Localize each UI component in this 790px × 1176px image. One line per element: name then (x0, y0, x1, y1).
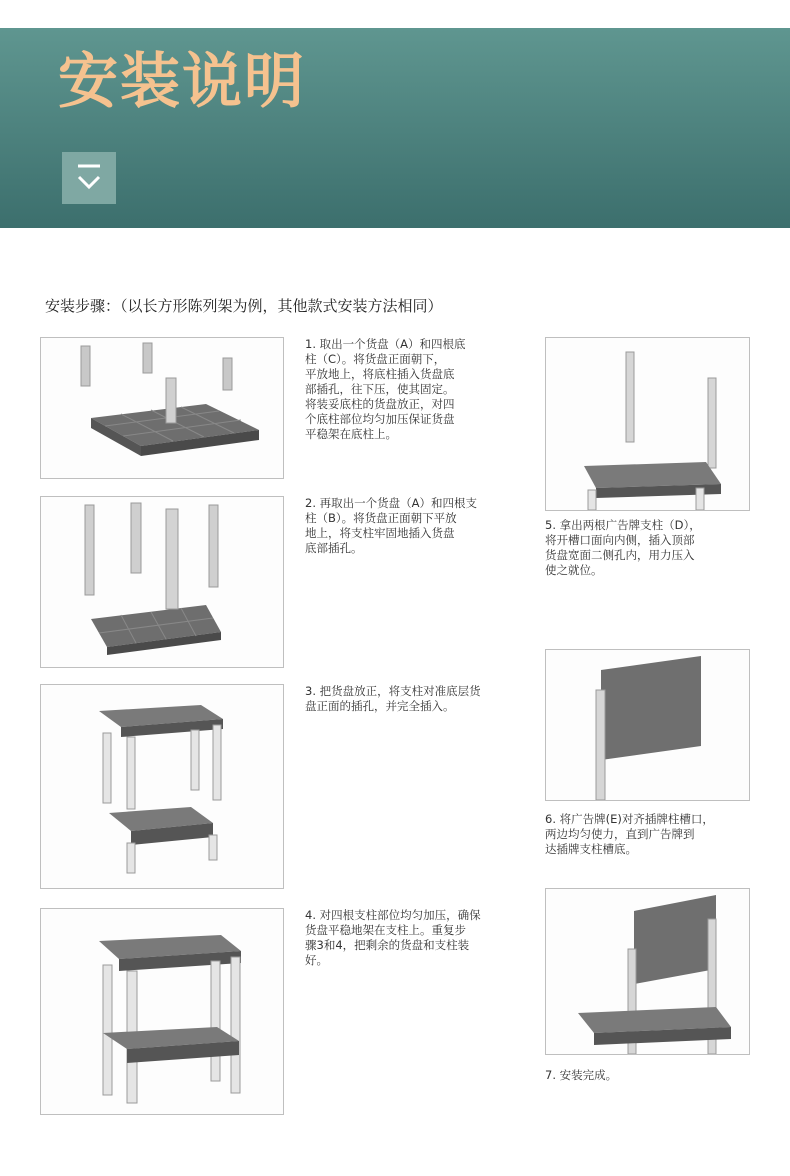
step-4-text: 4. 对四根支柱部位均匀加压，确保 货盘平稳地架在支柱上。重复步 骤3和4，把剩余的货盘和支柱装 好。 (305, 908, 481, 967)
step-5-text: 5. 拿出两根广告牌支柱（D）， 将开槽口面向内侧，插入顶部 货盘宽面二侧孔内，用力压入 使之就位。 (545, 518, 701, 577)
step-3-text: 3. 把货盘放正，将支柱对准底层货 盘正面的插孔，并完全插入。 (305, 684, 481, 713)
step-6-text: 6. 将广告牌(E)对齐插牌柱槽口， 两边均匀使力，直到广告牌到 达插牌支柱槽底。 (545, 812, 714, 856)
tray-with-support-posts-image (41, 497, 283, 667)
step-2-text: 2. 再取出一个货盘（A）和四根支 柱（B）。将货盘正面朝下平放 地上，将支柱牢固地插入货盘 底部插孔。 (305, 496, 477, 555)
step-3-illustration (40, 684, 284, 889)
sign-board-insert-image (546, 650, 749, 800)
step-5-illustration (545, 337, 750, 511)
step-4-illustration (40, 908, 284, 1115)
step-6-illustration (545, 649, 750, 801)
completed-shelf-image (546, 889, 749, 1054)
section-title: 安装步骤：（以长方形陈列架为例，其他款式安装方法相同） (45, 297, 443, 315)
step-1-illustration (40, 337, 284, 479)
assembled-shelf-image (41, 909, 283, 1114)
step-7-illustration (545, 888, 750, 1055)
two-tier-alignment-image (41, 685, 283, 888)
tray-and-posts-image (41, 338, 283, 478)
step-2-illustration (40, 496, 284, 668)
chevron-down-icon (62, 152, 116, 204)
sign-posts-insert-image (546, 338, 749, 510)
scroll-down-button[interactable] (62, 152, 116, 204)
page-title: 安装说明 (58, 47, 306, 117)
step-7-text: 7. 安装完成。 (545, 1068, 618, 1082)
step-1-text: 1. 取出一个货盘（A）和四根底 柱（C）。将货盘正面朝下， 平放地上，将底柱插入货盘底 部插孔，往下压，使其固定。 将装妥底柱的货盘放正，对四 个底柱部位均匀加压保证货盘 平稳架在底柱上。 (305, 337, 466, 441)
